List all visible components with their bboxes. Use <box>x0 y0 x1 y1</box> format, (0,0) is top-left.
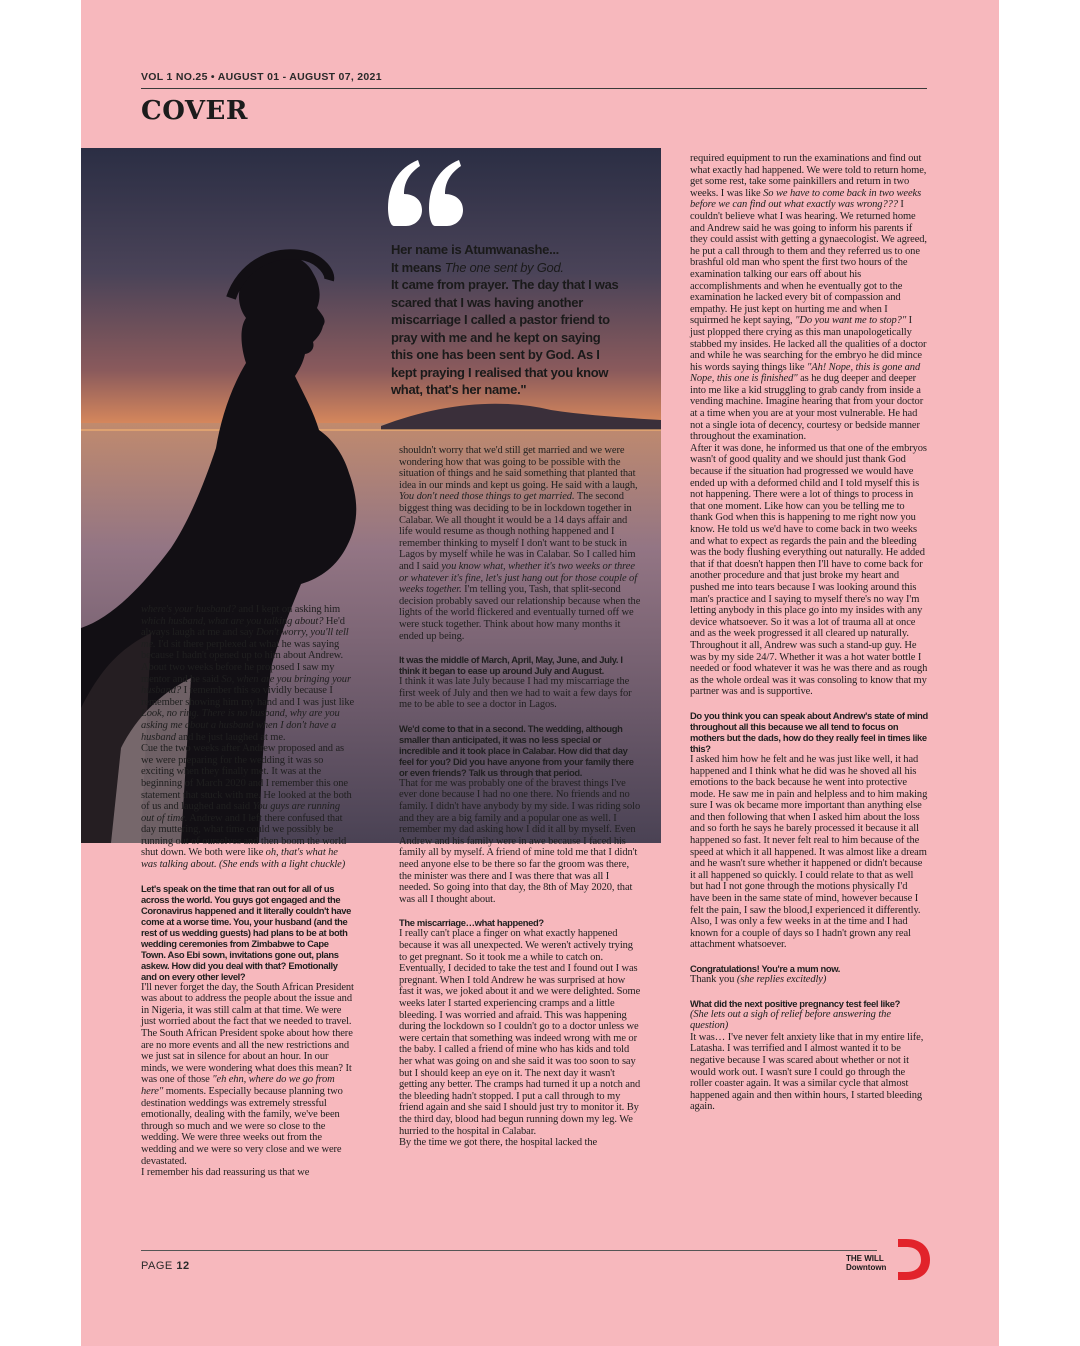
text-span: After it was done, he informed us that one of the embryos wasn't of good quality and we should just thank God because if the situation had progressed we would have ended up with a deformed child and I told myself this is not happening. There were a lot of things to process in that one moment. Like how can you be telling me to thank God when this is happening to me right now you know. He told us we'd have to come back in two weeks and what to expect as regards the pain and the bleeding was the body flushing everything out naturally. He added that if that doesn't happen then I'll have to come back for another procedure and that just broke my heart and pushed me into tears because I was looking around this man's practice and I saying to myself there's no way I'm letting anybody in this place go into my insides with any device whatsoever. So it was a lot of trauma all at once and as the week progressed it all cleared up naturally. Throughout it all, Andrew was such a stand-up guy. He was by my side 24/7. Whether it was a hot water bottle I needed or food whatever it was he was there and as rough as the whole ordeal was it was consoling to know that my partner was and is supportive. <box>690 442 928 698</box>
article-column-1 <box>141 604 355 1236</box>
logo-text-line: Downtown <box>846 1263 887 1272</box>
text-span: I'll never forget the day, the South African President was about to address the people about the issue and in Nigeria, it was still calm at that time. We were just worried about the fact that we needed to travel. The South African President spoke about how there are no more events and all the new restrictions and we just sat in silence for about an hour. In our minds, we were wondering what does this mean? It was one of those <box>141 981 354 1086</box>
text-span: Cue the two weeks after Andrew proposed and as we were preparing for the wedding it was so exciting when they finally met. It was at the beginning of March 2020 and I remember this one statement that stuck with me. He looked at the both of us and laughed and said <box>141 743 352 813</box>
paragraph <box>399 723 642 906</box>
pull-quote-line2-prefix: It means <box>391 259 445 275</box>
text-span: moments. Especially because planning two destination weddings was extremely stressful emotionally, dealing with the family, we've been through so much and we were so close to the wedding. We were three weeks out from the wedding and we were so very close and we were devastated. <box>141 1086 343 1167</box>
text-span: He'd always laugh at me and say <box>141 615 345 639</box>
pull-quote-line2-italic: The one sent by God. <box>444 259 564 275</box>
text-span: You guys are running out of time. <box>141 801 340 824</box>
text-span: I couldn't believe what I was hearing. We returned home and Andrew said he was going to inform his parents if they could assist with getting a gynaecologist. We agreed, he put a call through to them and they referred us to one brashful old man who spent the first two hours of the examination talking our ears off about his accomplishments and when he eventually got to the examination he lacked every bit of compassion and empathy. He just kept on hurting me and when I squirmed he kept saying, <box>690 199 927 327</box>
text-span: I just plopped there crying as this man unapologetically stabbed my insides. He lacked all the qualities of a doctor and while he was searching for the embryo he did mince his words saying things like <box>690 315 927 373</box>
text-span: I really can't place a finger on what exactly happened because it was all unexpected. We weren't actively trying to get pregnant. So it took me a while to catch on. Eventually, I decided to take the test and I found out I was pregnant. When I told Andrew he was surprised at how fast it was, we joked about it and we were delighted. Some weeks later I started experiencing cramps and a little bleeding. I was worried and afraid. This was happening during the lockdown so I couldn't go to a doctor unless we were certain that something was indeed wrong with me or the baby. I called a friend of mine who has kids and told her what was going on and she said it was too soon to say but I should keep an eye on it. The next day it wasn't getting any better. The cramps had turned it up a notch and the bleeding hadn't stopped. I put a call through to my friend again and she said I should just try to monitor it. By the third day, blood had begun running down my leg. We hurried to the hospital in Calabar. <box>399 928 641 1137</box>
paragraph <box>399 917 642 1148</box>
interview-question: What did the next positive pregnancy test feel like? <box>690 997 900 1009</box>
text-span: where's your husband? <box>141 604 236 615</box>
text-span: By the time we got there, the hospital lacked the <box>399 1137 598 1149</box>
paragraph <box>690 963 928 986</box>
text-span: (She lets out a sigh of relief before answering the question) <box>690 1008 891 1032</box>
text-span: "Ah! Nope, this is gone and Nope, this one is finished" <box>690 361 921 385</box>
text-span: Don't worry, you'll tell me. <box>141 627 349 650</box>
paragraph <box>690 998 928 1113</box>
paragraph <box>399 654 642 711</box>
text-span: I'm telling you, Tash, that split-second decision probably saved our relationship because when the lights of the world flickered and eventually turned off we were stuck together. Think about how many months it ended up being. <box>399 584 641 642</box>
interview-question: Let's speak on the time that ran out for all of us across the world. You guys got engaged and the Coronavirus happened and it literally couldn't have come at a worse time. You, your husband (and the rest of us wedding guests) had plans to be at both wedding ceremonies from Zimbabwe to Cape Town. Aso Ebi sown, invitations gone out, plans askew. How did you deal with that? Emotionally and on every other level? <box>141 882 351 982</box>
text-span: as he dug deeper and deeper into me like a kid struggling to grab candy from inside a vending machine. Imagine hearing that from your doctor at a time when you are at your most vulnerable. He had not a single iota of decency, courtesy or bedside manner throughout the examination. <box>690 373 924 443</box>
page-number-value: 12 <box>176 1260 190 1272</box>
page-label: PAGE <box>141 1260 173 1272</box>
magazine-page <box>81 0 999 1346</box>
logo-text <box>846 1254 886 1272</box>
text-span: Look, no ring. There is no husband, why are you asking me about a husband when I don't have a husband <box>141 708 340 743</box>
text-span: oh, that's what he was talking about. (She ends with a light chuckle) <box>141 847 346 871</box>
interview-question: The miscarriage…what happened? <box>399 917 544 929</box>
paragraph <box>399 445 642 642</box>
text-span: I remember this so vividly because I remember showing him my hand and I was just like <box>141 685 355 708</box>
publication-logo <box>846 1236 931 1281</box>
text-span: Thank you <box>690 974 737 985</box>
interview-question: Do you think you can speak about Andrew's state of mind throughout all this because we all tend to focus on mothers but the dads, how do they really feel in times like this? <box>690 709 928 754</box>
page-number <box>141 1260 190 1272</box>
text-span: shouldn't worry that we'd still get married and we were wondering how that was going to be possible with the situation of things and he said something that planted that idea in our minds and kept us going. He said with a laugh, <box>399 445 638 491</box>
paragraph <box>690 153 928 698</box>
quote-mark-icon <box>388 156 463 231</box>
text-span: So we have to come back in two weeks before we can find out what exactly was wrong??? <box>690 187 922 211</box>
logo-text-line: THE <box>846 1254 862 1263</box>
text-span: It was… I've never felt anxiety like that in my entire life, Latasha. I was terrified and I almost wanted it to be negative because I was scared about whether or not it would work out. I wasn't sure I could go through the roller coaster again. It was a similar cycle that almost happened again and then within hours, I started bleeding again. <box>690 1031 924 1113</box>
article-column-2 <box>399 445 642 1232</box>
text-span: you know what, whether it's two weeks or three or whatever it's fine, let's just hang out for those couple of weeks together. <box>399 560 638 596</box>
text-span: I think it was late July because I had my miscarriage the first week of July and then we had to wait a few days for me to be able to see a doctor in Lagos. <box>399 676 632 711</box>
text-span: "Do you want me to stop?" <box>795 315 907 327</box>
interview-question: We'd come to that in a second. The wedding, although smaller than anticipated, it was no less special or incredible and it took place in Calabar. How did that day feel for you? Did you have anyone from your family there or even friends? Talk us through that period. <box>399 722 634 778</box>
text-span: I remember his dad reassuring us that we <box>141 1167 310 1179</box>
text-span: I'd sit there perplexed at what he was saying because I hadn't opened up to him about Andrew. About two weeks before he proposed I saw my mentor and he said <box>141 638 344 685</box>
text-span: You don't need those things to get married. <box>399 491 575 503</box>
text-span: I asked him how he felt and he was just like well, it had happened and I think what he did was he shoved all his emotions to the back because he went into protective mode. He saw me in pain and helpless and to him making sure I was ok became more important than anything else and then following that when I asked him about the loss and so forth he says he barely processed it because it all happened so fast. It never felt real to him because of the speed at which it all happened. It was almost like a dream and he wasn't sure whether it happened or didn't because it all happened so quickly. I could relate to that as well but had I not gone through the motions physically I'd have been in the same state of mind, however because I felt the pain, I saw the blood,I experienced it differently. Also, I was only a few weeks in at the time and I had known for a couple of days so I hadn't grown any real attachment whatsoever. <box>690 753 928 951</box>
text-span: "eh ehn, where do we go from here" <box>141 1074 335 1097</box>
text-span: required equipment to run the examinations and find out what exactly had happened. We were told to return home, get some rest, take some painkillers and return in two weeks. I was like <box>690 153 927 199</box>
paragraph <box>141 883 355 1179</box>
pull-quote-body: It came from prayer. The day that I was scared that I was having another miscarriage I called a pastor friend to pray with me and he kept on saying this one has been sent by God. As I kept praying I realised that you know what, that's her name." <box>391 277 619 397</box>
text-span: (she replies excitedly) <box>736 974 827 985</box>
pull-quote-line1: Her name is Atumwanashe... <box>391 242 559 257</box>
header-rule <box>141 88 927 89</box>
article-column-3 <box>690 153 928 1228</box>
text-span: That for me was probably one of the bravest things I've ever done because I had no one there. No friends and no family. I didn't have anybody by my side. I was riding solo and they are a big family and a popular one as well. I remember my dad asking how I did it all by myself. Even Andrew and his family were in awe because I faced his family all by myself. A friend of mine told me that I didn't need anyone else to be there so far the groom was there, the minister was there and I was there that was all I needed. So going into that day, the 8th of May 2020, that was all I thought about. <box>399 777 641 905</box>
text-span: and I kept on asking him <box>235 604 341 615</box>
interview-question: It was the middle of March, April, May, June, and July. I think it began to ease up around July and August. <box>399 654 623 677</box>
text-span: So, when are you bringing your husband? <box>141 673 351 697</box>
interview-question: Congratulations! You're a mum now. <box>690 963 841 974</box>
logo-text-line: WILL <box>864 1254 884 1263</box>
text-span: The second biggest thing was deciding to be in lockdown together in Calabar. We all thought it would be a 14 days affair and life would resume as though nothing happened and I remember thinking to myself I don't want to be stuck in Lagos by myself while he was in Calabar. So I called him and I said <box>399 491 636 572</box>
pull-quote <box>391 241 623 399</box>
section-title: COVER <box>141 96 248 126</box>
text-span: and he just laughed at me. <box>175 731 286 743</box>
paragraph <box>141 604 355 871</box>
text-span: Andrew and I left there confused that day muttering, what time could we possibly be running out of ourselves and then boom the world shut down. We both were like <box>141 812 347 859</box>
text-span: which husband, what are you talking about? <box>141 615 324 627</box>
footer-rule <box>141 1250 877 1251</box>
issue-line: VOL 1 NO.25 • AUGUST 01 - AUGUST 07, 2021 <box>141 71 382 83</box>
paragraph <box>690 710 928 951</box>
